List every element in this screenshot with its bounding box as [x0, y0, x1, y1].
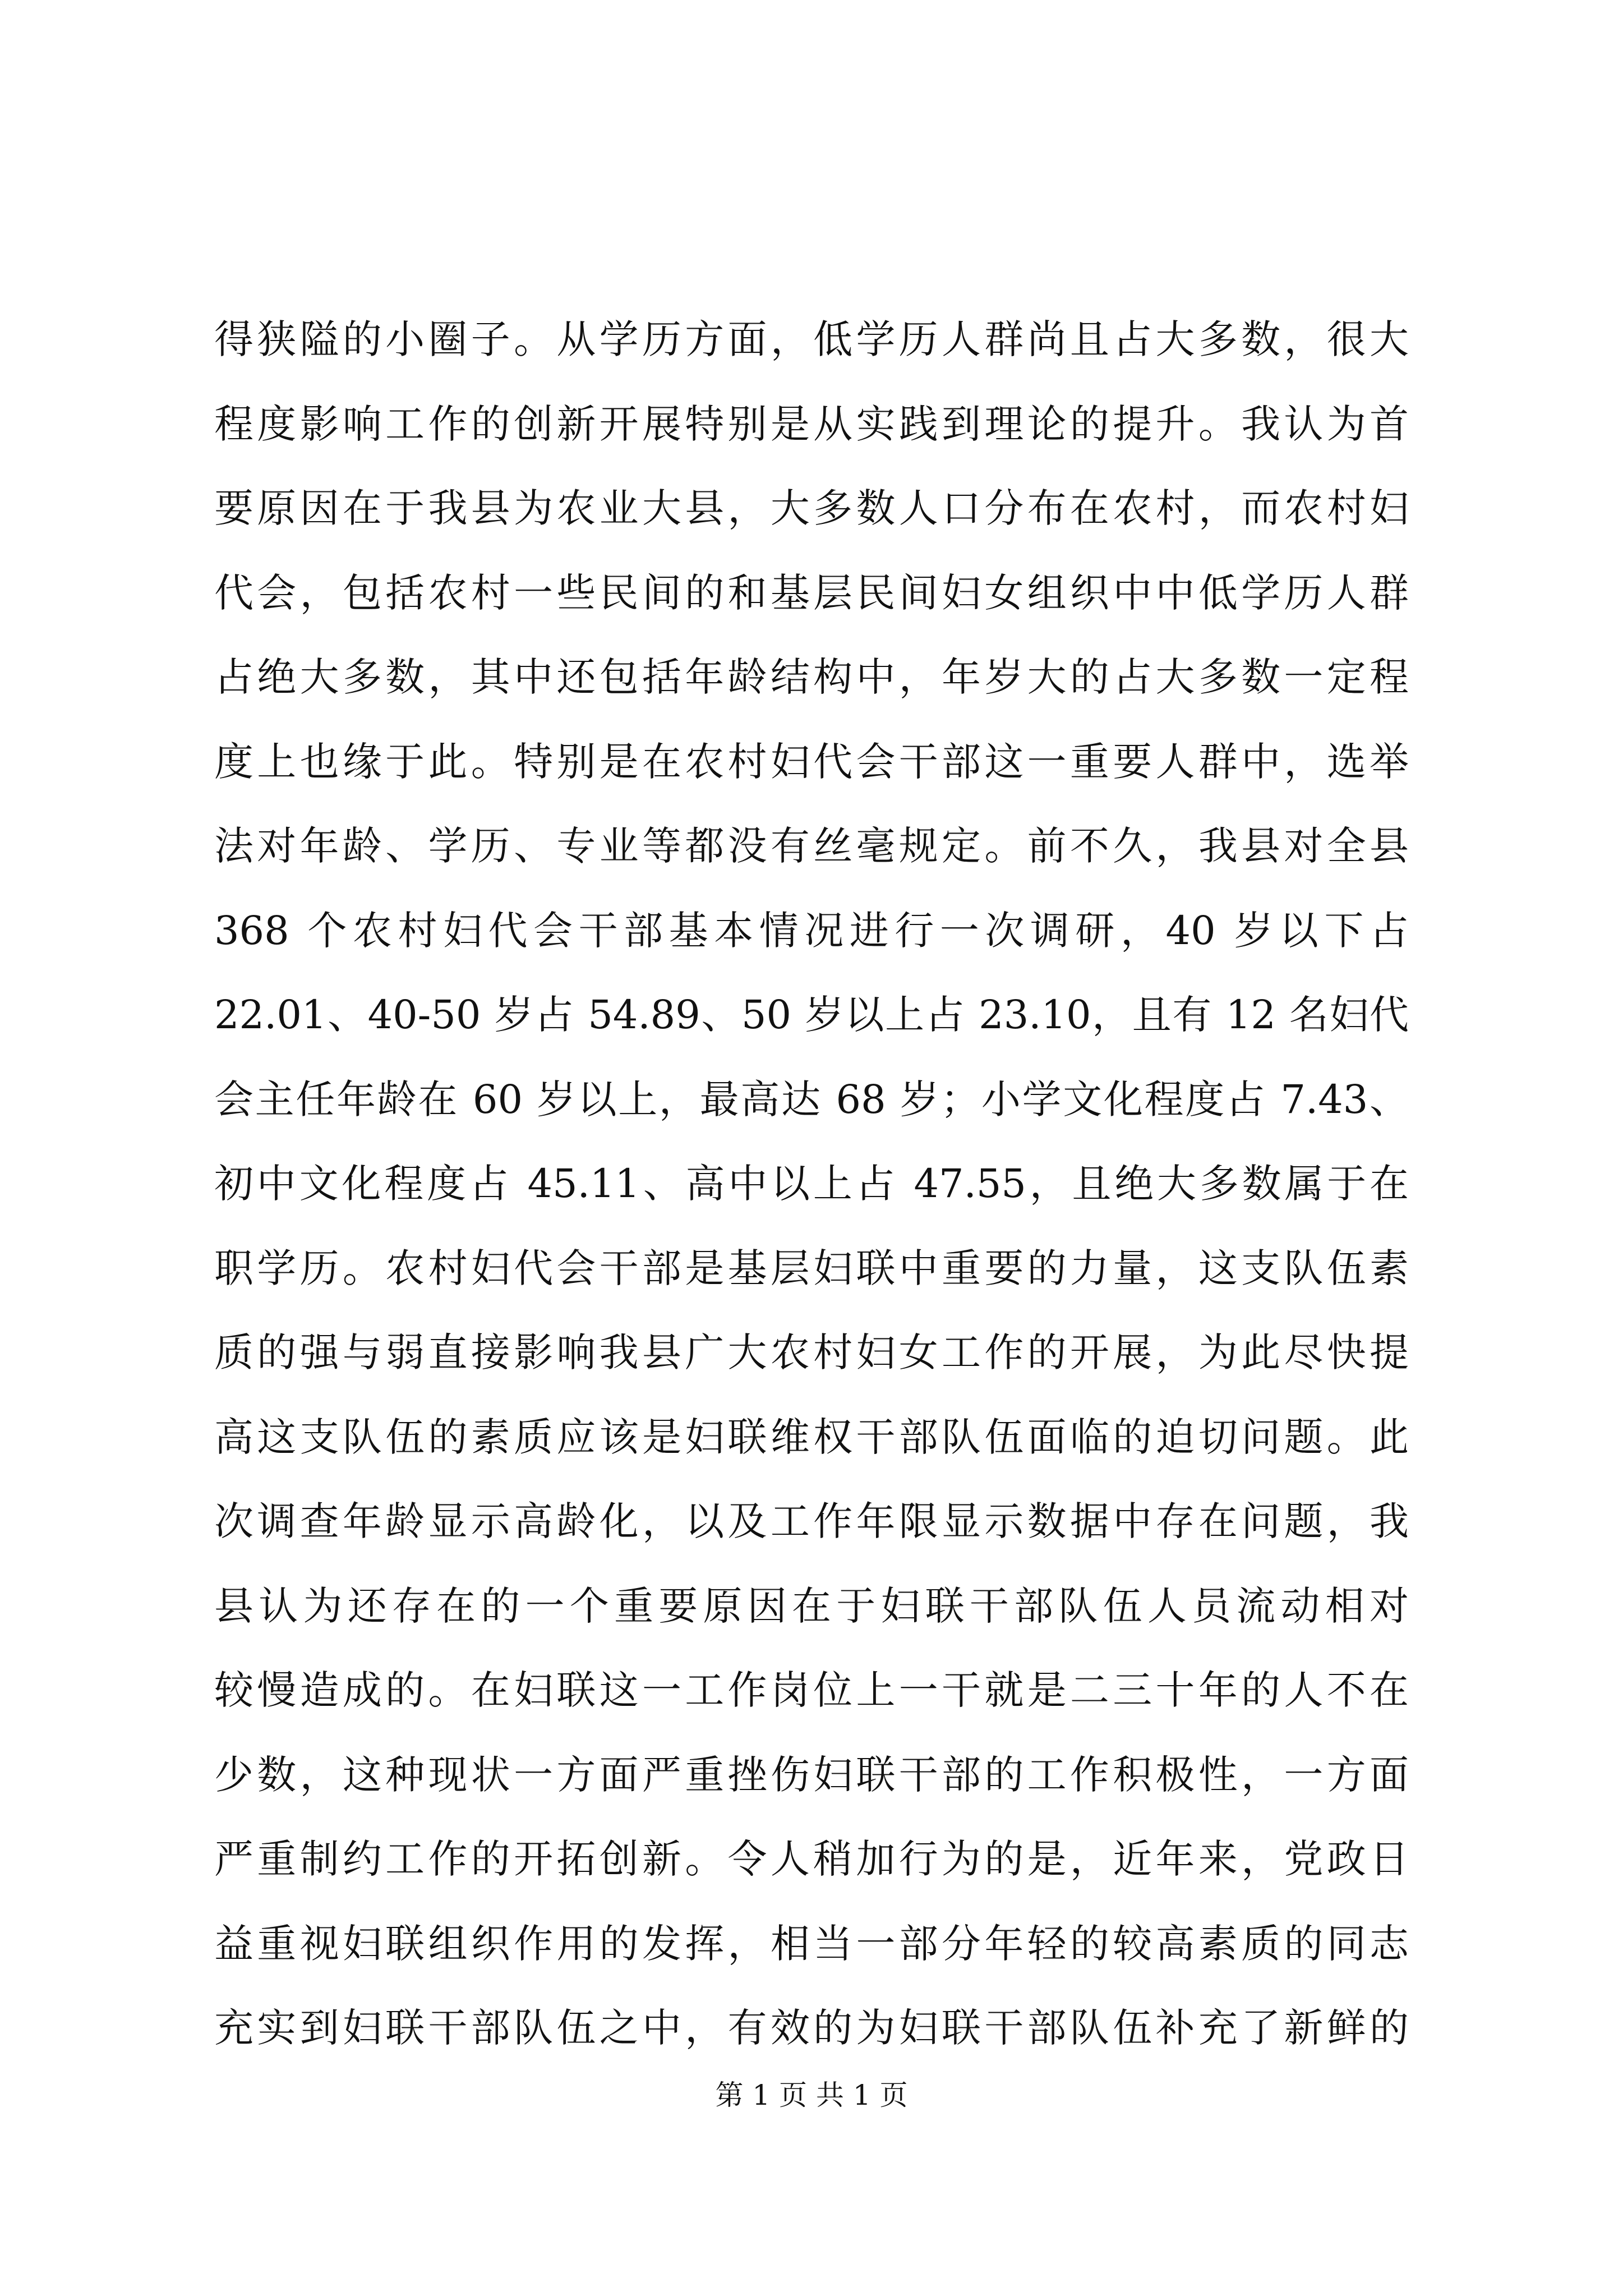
- text-line-7: 法对年龄、学历、专业等都没有丝毫规定。前不久，我县对全县: [214, 823, 1409, 869]
- text-line-18: 少数，这种现状一方面严重挫伤妇联干部的工作积极性，一方面: [214, 1751, 1409, 1798]
- text-line-13: 质的强与弱直接影响我县广大农村妇女工作的开展，为此尽快提: [214, 1329, 1409, 1375]
- text-line-1: 得狭隘的小圈子。从学历方面，低学历人群尚且占大多数，很大: [214, 316, 1409, 362]
- page-number-label: 第 1 页 共 1 页: [715, 2079, 908, 2111]
- text-line-12: 职学历。农村妇代会干部是基层妇联中重要的力量，这支队伍素: [214, 1245, 1409, 1291]
- text-line-2: 程度影响工作的创新开展特别是从实践到理论的提升。我认为首: [214, 401, 1409, 447]
- text-line-16: 县认为还存在的一个重要原因在于妇联干部队伍人员流动相对: [214, 1582, 1409, 1629]
- text-line-20: 益重视妇联组织作用的发挥，相当一部分年轻的较高素质的同志: [214, 1920, 1409, 1967]
- text-line-3: 要原因在于我县为农业大县，大多数人口分布在农村，而农村妇: [214, 485, 1409, 531]
- text-line-17: 较慢造成的。在妇联这一工作岗位上一干就是二三十年的人不在: [214, 1667, 1409, 1713]
- text-line-4: 代会，包括农村一些民间的和基层民间妇女组织中中低学历人群: [214, 569, 1409, 616]
- text-line-6: 度上也缘于此。特别是在农村妇代会干部这一重要人群中，选举: [214, 738, 1409, 785]
- text-line-21: 充实到妇联干部队伍之中，有效的为妇联干部队伍补充了新鲜的: [214, 2005, 1409, 2051]
- text-line-19: 严重制约工作的开拓创新。令人稍加行为的是，近年来，党政日: [214, 1836, 1409, 1882]
- text-line-9: 22.01、40-50 岁占 54.89、50 岁以上占 23.10，且有 12 名妇代: [214, 992, 1409, 1038]
- text-line-10: 会主任年龄在 60 岁以上，最高达 68 岁；小学文化程度占 7.43、: [214, 1076, 1409, 1122]
- text-line-11: 初中文化程度占 45.11、高中以上占 47.55，且绝大多数属于在: [214, 1161, 1409, 1207]
- text-line-15: 次调查年龄显示高龄化，以及工作年限显示数据中存在问题，我: [214, 1498, 1409, 1544]
- text-line-8: 368 个农村妇代会干部基本情况进行一次调研，40 岁以下占: [214, 907, 1409, 954]
- page-footer: [0, 2076, 1623, 2115]
- text-line-5: 占绝大多数，其中还包括年龄结构中，年岁大的占大多数一定程: [214, 654, 1409, 700]
- body-paragraph: [214, 297, 1409, 2070]
- text-line-14: 高这支队伍的素质应该是妇联维权干部队伍面临的迫切问题。此: [214, 1414, 1409, 1460]
